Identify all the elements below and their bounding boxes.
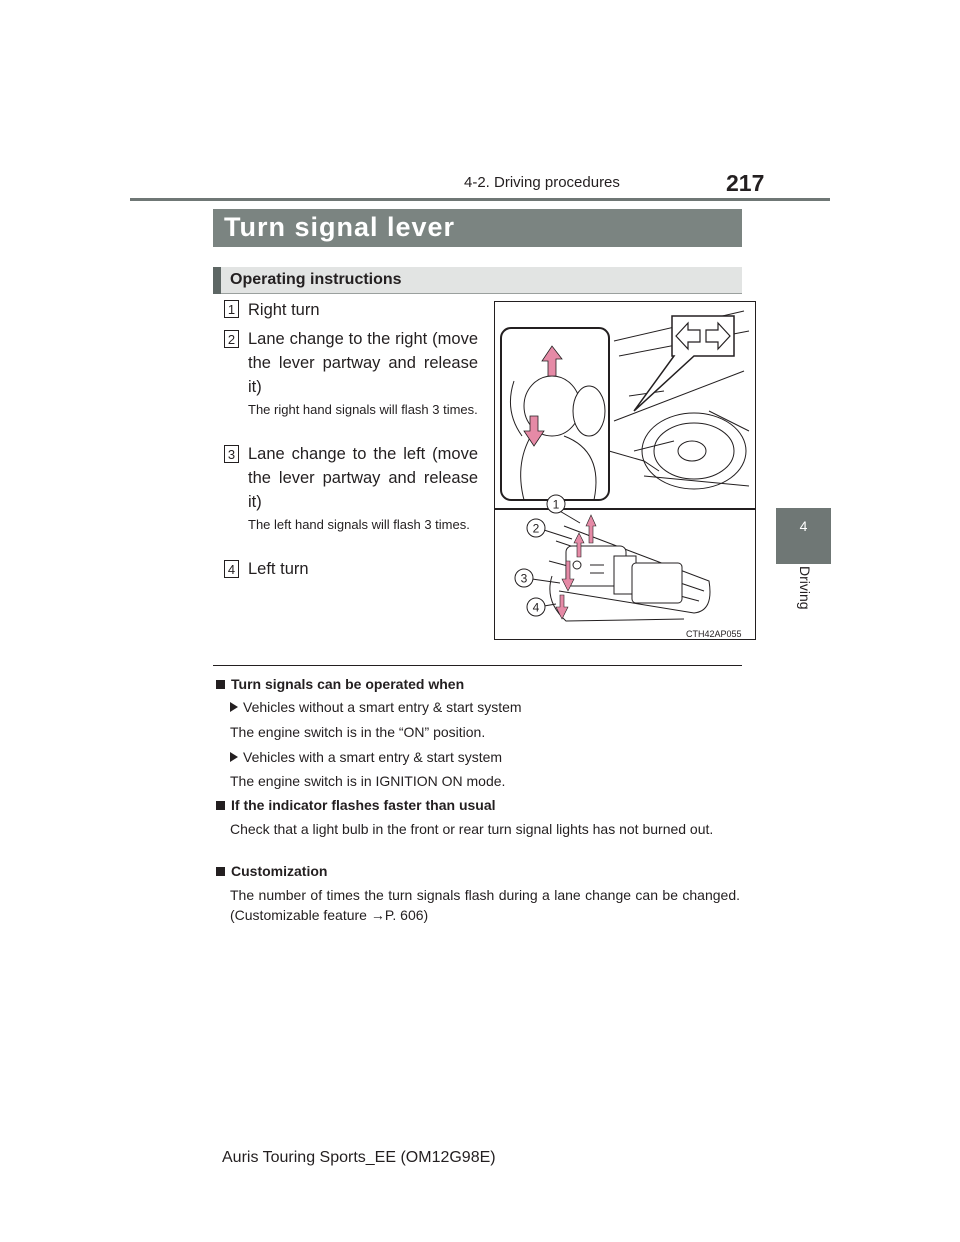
- item-number: 2: [224, 330, 239, 348]
- bullet-square-icon: [216, 680, 225, 689]
- svg-text:1: 1: [552, 497, 560, 512]
- bullet-triangle-icon: [230, 702, 238, 712]
- note-text: The engine switch is in the “ON” position.: [230, 724, 486, 740]
- item-text: Lane change to the left (move the lever partway and release it): [248, 445, 478, 511]
- turn-signal-lever-illustration: [494, 301, 756, 640]
- section-label: 4-2. Driving procedures: [464, 174, 620, 191]
- header-rule: [130, 198, 830, 201]
- chapter-tab-label: [791, 566, 815, 636]
- page-title: Turn signal lever: [224, 212, 456, 242]
- item-text: Right turn: [248, 301, 320, 319]
- bullet-triangle-icon: [230, 752, 238, 762]
- note-case: [230, 747, 502, 767]
- bullet-square-icon: [216, 867, 225, 876]
- note-case-label: Vehicles with a smart entry & start system: [243, 749, 503, 765]
- chapter-tab-label-text: Driving: [797, 566, 813, 610]
- bullet-square-icon: [216, 801, 225, 810]
- footer-manual-id: Auris Touring Sports_EE (OM12G98E): [222, 1149, 496, 1166]
- chapter-tab: [776, 508, 831, 564]
- subheading: Operating instructions: [230, 271, 402, 288]
- note-heading: [216, 863, 327, 879]
- note-text: Check that a light bulb in the front or rear turn signal lights has not burned out.: [230, 821, 714, 837]
- item-number: 3: [224, 445, 239, 463]
- svg-text:3: 3: [520, 571, 528, 586]
- subheading-marker: [213, 267, 221, 294]
- section-divider: [213, 665, 742, 666]
- item-text: Lane change to the right (move the lever partway and release it): [248, 330, 478, 396]
- figure-code: CTH42AP055: [686, 629, 742, 639]
- svg-text:4: 4: [532, 600, 540, 615]
- hand-inset: [501, 328, 609, 500]
- chapter-tab-number: 4: [799, 518, 808, 534]
- note-heading-text: Turn signals can be operated when: [231, 676, 465, 692]
- note-text: The number of times the turn signals flash during a lane change can be changed. (Customizable feature →P. 606): [230, 887, 740, 923]
- svg-text:2: 2: [532, 521, 540, 536]
- note-heading-text: Customization: [231, 863, 328, 879]
- note-text: The engine switch is in IGNITION ON mode.: [230, 773, 506, 789]
- item-number: 4: [224, 560, 239, 578]
- note-case: [230, 697, 522, 717]
- item-number: 1: [224, 300, 239, 318]
- item-text: Left turn: [248, 560, 309, 578]
- note-heading: [216, 797, 496, 813]
- item-note: The right hand signals will flash 3 times.: [248, 402, 478, 417]
- note-heading-text: If the indicator flashes faster than usual: [231, 797, 496, 813]
- note-case-label: Vehicles without a smart entry & start system: [243, 699, 522, 715]
- item-note: The left hand signals will flash 3 times.: [248, 517, 470, 532]
- note-heading: [216, 676, 464, 692]
- page-number: 217: [726, 170, 765, 196]
